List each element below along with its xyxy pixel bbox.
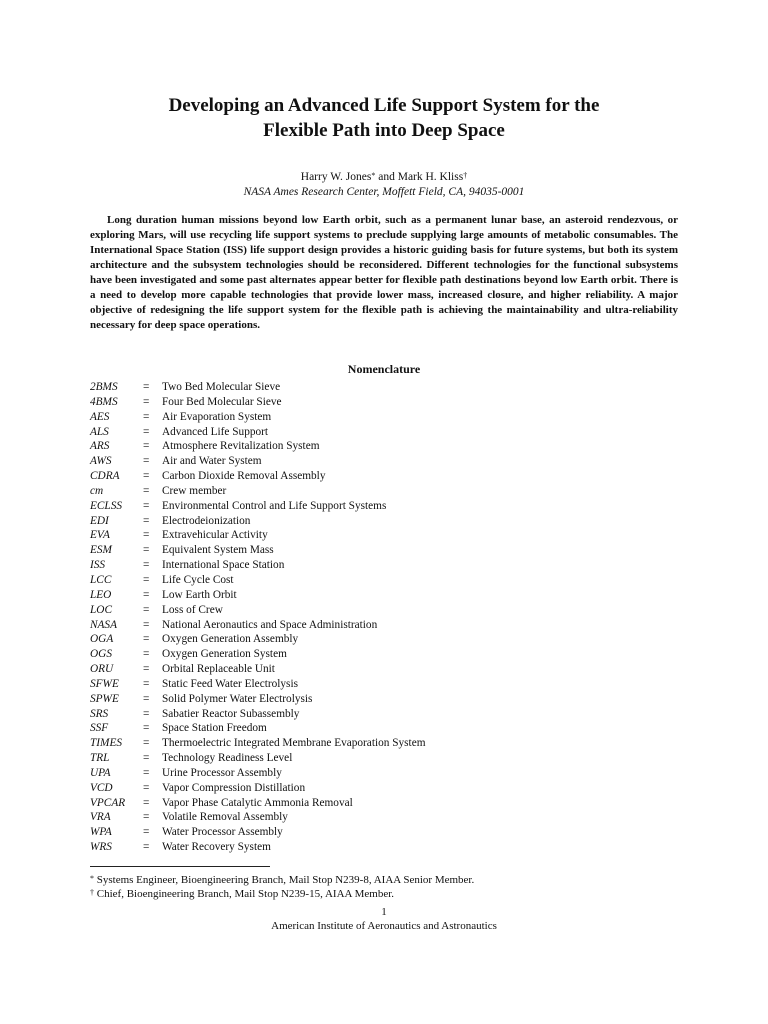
- nomenclature-abbreviation: SSF: [90, 722, 109, 735]
- nomenclature-definition: Volatile Removal Assembly: [162, 811, 288, 824]
- nomenclature-equals: =: [143, 752, 150, 765]
- nomenclature-abbreviation: SFWE: [90, 677, 119, 690]
- nomenclature-definition: Two Bed Molecular Sieve: [162, 381, 281, 393]
- nomenclature-abbreviation: 2BMS: [90, 381, 118, 393]
- nomenclature-abbreviation: AWS: [90, 455, 112, 468]
- nomenclature-equals: =: [143, 559, 150, 572]
- nomenclature-definition: Electrodeionization: [162, 514, 251, 527]
- nomenclature-equals: =: [143, 811, 150, 824]
- author-2-mark: †: [463, 171, 468, 180]
- nomenclature-row: [90, 514, 650, 529]
- nomenclature-definition: Thermoelectric Integrated Membrane Evaporation System: [162, 737, 426, 750]
- nomenclature-equals: =: [143, 766, 150, 779]
- nomenclature-equals: =: [143, 692, 150, 705]
- nomenclature-abbreviation: LCC: [90, 573, 112, 586]
- author-1-mark: *: [371, 171, 376, 180]
- nomenclature-definition: Air Evaporation System: [162, 410, 272, 423]
- nomenclature-equals: =: [143, 603, 150, 616]
- nomenclature-equals: =: [143, 395, 150, 408]
- nomenclature-row: [90, 677, 650, 692]
- nomenclature-equals: =: [143, 573, 150, 586]
- nomenclature-abbreviation: WRS: [90, 841, 112, 854]
- nomenclature-equals: =: [143, 826, 150, 839]
- nomenclature-row: [90, 840, 650, 855]
- nomenclature-row: [90, 796, 650, 811]
- nomenclature-equals: =: [143, 484, 150, 497]
- nomenclature-row: [90, 588, 650, 603]
- page-number: 1: [381, 906, 387, 918]
- nomenclature-row: [90, 736, 650, 751]
- nomenclature-row: [90, 721, 650, 736]
- nomenclature-definition: Carbon Dioxide Removal Assembly: [162, 470, 326, 483]
- nomenclature-definition: Solid Polymer Water Electrolysis: [162, 692, 313, 705]
- nomenclature-row: [90, 618, 650, 633]
- nomenclature-abbreviation: SPWE: [90, 692, 119, 705]
- nomenclature-equals: =: [143, 796, 150, 809]
- nomenclature-equals: =: [143, 410, 150, 423]
- nomenclature-definition: Orbital Replaceable Unit: [162, 663, 275, 676]
- nomenclature-row: [90, 395, 650, 410]
- nomenclature-definition: Atmosphere Revitalization System: [162, 440, 320, 453]
- nomenclature-abbreviation: EDI: [90, 514, 109, 527]
- nomenclature-row: [90, 528, 650, 543]
- nomenclature-definition: Low Earth Orbit: [162, 588, 237, 601]
- nomenclature-abbreviation: EVA: [90, 529, 110, 542]
- nomenclature-equals: =: [143, 781, 150, 794]
- title-line-2: Flexible Path into Deep Space: [263, 120, 505, 141]
- nomenclature-definition: Crew member: [162, 484, 227, 497]
- nomenclature-row: [90, 781, 650, 796]
- title-line-1: Developing an Advanced Life Support System for the: [168, 95, 600, 116]
- nomenclature-row: [90, 707, 650, 722]
- nomenclature-equals: =: [143, 588, 150, 601]
- nomenclature-row: [90, 425, 650, 440]
- footnote-2: [90, 887, 474, 901]
- nomenclature-row: [90, 484, 650, 499]
- nomenclature-abbreviation: VCD: [90, 781, 113, 794]
- nomenclature-row: [90, 499, 650, 514]
- nomenclature-abbreviation: 4BMS: [90, 395, 118, 408]
- nomenclature-heading: Nomenclature: [347, 362, 421, 376]
- nomenclature-row: [90, 410, 650, 425]
- nomenclature-equals: =: [143, 514, 150, 527]
- nomenclature-definition: Equivalent System Mass: [162, 544, 274, 557]
- nomenclature-equals: =: [143, 455, 150, 468]
- nomenclature-abbreviation: LEO: [90, 588, 112, 601]
- nomenclature-equals: =: [143, 722, 150, 735]
- nomenclature-definition: Four Bed Molecular Sieve: [162, 395, 282, 408]
- footnote-1-text: Systems Engineer, Bioengineering Branch, Mail Stop N239-8, AIAA Senior Member.: [94, 874, 475, 886]
- nomenclature-row: [90, 810, 650, 825]
- nomenclature-definition: Technology Readiness Level: [162, 752, 293, 765]
- nomenclature-row: [90, 469, 650, 484]
- footnotes: [90, 873, 474, 901]
- nomenclature-definition: Space Station Freedom: [162, 722, 267, 735]
- nomenclature-abbreviation: cm: [90, 484, 104, 497]
- nomenclature-equals: =: [143, 529, 150, 542]
- nomenclature-row: [90, 439, 650, 454]
- nomenclature-definition: Water Recovery System: [162, 841, 271, 854]
- nomenclature-definition: Static Feed Water Electrolysis: [162, 677, 298, 690]
- nomenclature-abbreviation: ORU: [90, 663, 114, 676]
- nomenclature-row: [90, 454, 650, 469]
- abstract: Long duration human missions beyond low Earth orbit, such as a permanent lunar base, an asteroid rendezvous, or exploring Mars, will use recycling life support systems to preclude supplying large amounts of metabolic consumables. The International Space Station (ISS) life support design provides a historic guiding basis for future systems, but both its system architecture and the subsystem technologies should be reconsidered. Different technologies for the functional subsystems have been investigated and some past alternates appear better for flexible path destinations beyond low Earth orbit. There is a need to develop more capable technologies that provide lower mass, increased closure, and higher reliability. A major objective of redesigning the life support system for the flexible path is achieving the maintainability and ultra-reliability necessary for deep space operations.: [90, 214, 678, 331]
- nomenclature-definition: National Aeronautics and Space Administration: [162, 618, 378, 631]
- nomenclature-abbreviation: ESM: [90, 544, 112, 557]
- nomenclature-equals: =: [143, 677, 150, 690]
- nomenclature-row: [90, 662, 650, 677]
- nomenclature-definition: Loss of Crew: [162, 603, 223, 616]
- nomenclature-abbreviation: SRS: [90, 707, 109, 720]
- affiliation: NASA Ames Research Center, Moffett Field, CA, 94035-0001: [243, 186, 525, 198]
- nomenclature-definition: Vapor Phase Catalytic Ammonia Removal: [162, 796, 353, 809]
- nomenclature-row: [90, 692, 650, 707]
- nomenclature-abbreviation: WPA: [90, 826, 112, 839]
- nomenclature-equals: =: [143, 707, 150, 720]
- nomenclature-definition: Extravehicular Activity: [162, 529, 268, 542]
- nomenclature-abbreviation: CDRA: [90, 470, 120, 483]
- nomenclature-abbreviation: LOC: [90, 603, 112, 616]
- nomenclature-abbreviation: OGA: [90, 633, 114, 646]
- nomenclature-definition: Urine Processor Assembly: [162, 766, 282, 779]
- nomenclature-row: [90, 766, 650, 781]
- footnote-divider: [90, 866, 270, 867]
- nomenclature-abbreviation: VRA: [90, 811, 111, 824]
- nomenclature-row: [90, 543, 650, 558]
- footnote-1: [90, 873, 474, 887]
- nomenclature-row: [90, 632, 650, 647]
- author-line: [0, 170, 768, 185]
- nomenclature-definition: Vapor Compression Distillation: [162, 781, 306, 794]
- nomenclature-equals: =: [143, 648, 150, 661]
- nomenclature-abbreviation: NASA: [90, 618, 117, 631]
- nomenclature-abbreviation: UPA: [90, 766, 111, 779]
- nomenclature-abbreviation: OGS: [90, 648, 112, 661]
- nomenclature-abbreviation: ECLSS: [90, 499, 123, 512]
- nomenclature-equals: =: [143, 663, 150, 676]
- nomenclature-definition: Air and Water System: [162, 455, 262, 468]
- page-footer: American Institute of Aeronautics and Astronautics: [271, 920, 497, 932]
- nomenclature-row: [90, 825, 650, 840]
- nomenclature-definition: Advanced Life Support: [162, 425, 269, 438]
- nomenclature-definition: International Space Station: [162, 559, 285, 572]
- footnote-2-text: Chief, Bioengineering Branch, Mail Stop N239-15, AIAA Member.: [94, 888, 395, 900]
- nomenclature-abbreviation: ARS: [90, 440, 110, 453]
- nomenclature-row: [90, 558, 650, 573]
- nomenclature-list: [90, 380, 650, 855]
- nomenclature-abbreviation: ISS: [90, 559, 106, 572]
- nomenclature-definition: Life Cycle Cost: [162, 573, 234, 586]
- nomenclature-row: [90, 573, 650, 588]
- nomenclature-abbreviation: ALS: [90, 425, 109, 438]
- nomenclature-row: [90, 647, 650, 662]
- nomenclature-abbreviation: TRL: [90, 752, 110, 765]
- nomenclature-row: [90, 603, 650, 618]
- author-conjunction: and: [375, 171, 398, 183]
- footnote-1-mark: *: [90, 874, 94, 883]
- footnote-2-mark: †: [90, 888, 94, 897]
- nomenclature-abbreviation: AES: [90, 410, 110, 423]
- nomenclature-abbreviation: TIMES: [90, 737, 123, 750]
- nomenclature-definition: Water Processor Assembly: [162, 826, 283, 839]
- nomenclature-definition: Oxygen Generation Assembly: [162, 633, 299, 646]
- nomenclature-equals: =: [143, 499, 150, 512]
- nomenclature-equals: =: [143, 544, 150, 557]
- nomenclature-definition: Environmental Control and Life Support Systems: [162, 499, 387, 512]
- nomenclature-equals: =: [143, 618, 150, 631]
- nomenclature-row: [90, 751, 650, 766]
- nomenclature-equals: =: [143, 841, 150, 854]
- author-1: Harry W. Jones: [300, 171, 372, 183]
- nomenclature-equals: =: [143, 381, 150, 393]
- nomenclature-equals: =: [143, 425, 150, 438]
- nomenclature-abbreviation: VPCAR: [90, 796, 126, 809]
- nomenclature-equals: =: [143, 737, 150, 750]
- paper-title: [0, 93, 768, 143]
- nomenclature-equals: =: [143, 470, 150, 483]
- nomenclature-equals: =: [143, 633, 150, 646]
- nomenclature-definition: Oxygen Generation System: [162, 648, 287, 661]
- nomenclature-equals: =: [143, 440, 150, 453]
- nomenclature-row: [90, 380, 650, 395]
- author-2: Mark H. Kliss: [397, 171, 464, 183]
- nomenclature-definition: Sabatier Reactor Subassembly: [162, 707, 300, 720]
